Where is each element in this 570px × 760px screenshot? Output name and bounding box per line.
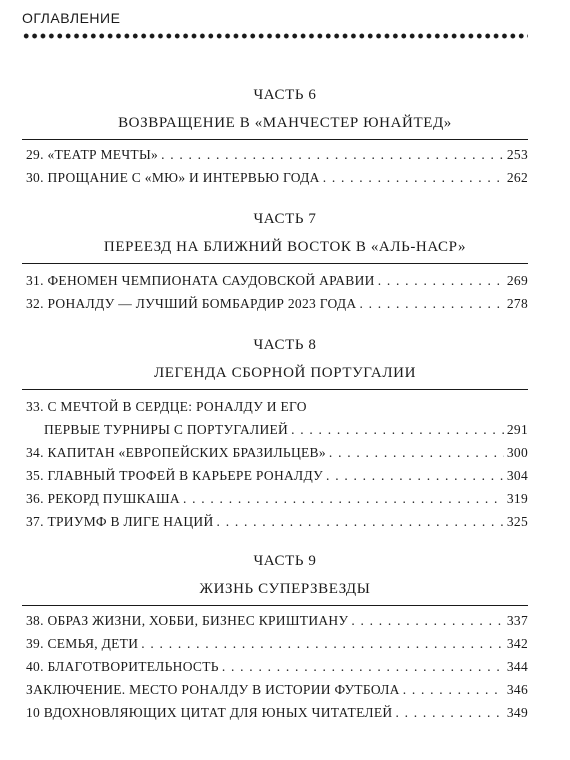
toc-entry[interactable]: [26, 166, 528, 189]
toc-entry[interactable]: [26, 678, 528, 701]
dot-leader: [141, 632, 504, 655]
dot-leader: [403, 678, 504, 701]
entry-page: 300: [506, 445, 528, 460]
entry-page: 319: [506, 491, 528, 506]
entry-title: 40. БЛАГОТВОРИТЕЛЬНОСТЬ: [26, 659, 219, 674]
entry-title: 38. ОБРАЗ ЖИЗНИ, ХОББИ, БИЗНЕС КРИШТИАНУ: [26, 613, 349, 628]
entry-title: 31. ФЕНОМЕН ЧЕМПИОНАТА САУДОВСКОЙ АРАВИИ: [26, 273, 375, 288]
entry-title: 29. «ТЕАТР МЕЧТЫ»: [26, 147, 159, 162]
toc-list-part-7: [26, 269, 528, 315]
entry-title: 30. ПРОЩАНИЕ С «МЮ» И ИНТЕРВЬЮ ГОДА: [26, 170, 320, 185]
toc-entry[interactable]: [26, 441, 528, 464]
entry-page: 253: [506, 147, 528, 162]
dot-leader: [183, 487, 504, 510]
section-rule: [22, 389, 528, 390]
entry-page: 291: [506, 422, 528, 437]
entry-title: ПЕРВЫЕ ТУРНИРЫ С ПОРТУГАЛИЕЙ: [44, 422, 289, 437]
toc-entry[interactable]: [26, 487, 528, 510]
entry-title-first-line[interactable]: 33. С МЕЧТОЙ В СЕРДЦЕ: РОНАЛДУ И ЕГО: [26, 399, 307, 414]
dot-leader: [395, 701, 503, 724]
entry-title: 39. СЕМЬЯ, ДЕТИ: [26, 636, 139, 651]
toc-list-part-9: [26, 609, 528, 724]
dot-leader: [326, 464, 504, 487]
dot-leader: [378, 269, 504, 292]
running-header: ОГЛАВЛЕНИЕ: [22, 10, 121, 26]
toc-list-part-8: [26, 395, 528, 533]
toc-entry[interactable]: [26, 269, 528, 292]
part-label: ЧАСТЬ 7: [253, 211, 317, 227]
dot-leader: [161, 143, 504, 166]
toc-entry[interactable]: [26, 143, 528, 166]
dot-leader: [217, 510, 504, 533]
entry-title: ЗАКЛЮЧЕНИЕ. МЕСТО РОНАЛДУ В ИСТОРИИ ФУТБОЛА: [26, 682, 400, 697]
part-label: ЧАСТЬ 8: [253, 337, 317, 353]
dot-leader: [222, 655, 504, 678]
section-rule: [22, 605, 528, 606]
part-7-heading: [0, 210, 570, 256]
entry-page: 278: [506, 296, 528, 311]
toc-entry[interactable]: [26, 292, 528, 315]
entry-page: 337: [506, 613, 528, 628]
entry-page: 304: [506, 468, 528, 483]
part-6-heading: [0, 86, 570, 132]
dot-leader: [351, 609, 504, 632]
part-title: ЖИЗНЬ СУПЕРЗВЕЗДЫ: [199, 581, 371, 597]
toc-entry[interactable]: [26, 701, 528, 724]
entry-title: 10 ВДОХНОВЛЯЮЩИХ ЦИТАТ ДЛЯ ЮНЫХ ЧИТАТЕЛЕЙ: [26, 705, 393, 720]
dot-leader: [359, 292, 503, 315]
entry-page: 325: [506, 514, 528, 529]
entry-title: 35. ГЛАВНЫЙ ТРОФЕЙ В КАРЬЕРЕ РОНАЛДУ: [26, 468, 324, 483]
toc-entry[interactable]: [26, 655, 528, 678]
entry-title: 36. РЕКОРД ПУШКАША: [26, 491, 180, 506]
part-title: ЛЕГЕНДА СБОРНОЙ ПОРТУГАЛИИ: [153, 365, 417, 381]
entry-page: 344: [506, 659, 528, 674]
toc-list-part-6: [26, 143, 528, 189]
part-8-heading: [0, 336, 570, 382]
dot-leader: [329, 441, 504, 464]
part-label: ЧАСТЬ 6: [253, 87, 317, 103]
toc-entry[interactable]: [26, 510, 528, 533]
dot-leader: [323, 166, 504, 189]
entry-page: 342: [506, 636, 528, 651]
entry-title: 32. РОНАЛДУ — ЛУЧШИЙ БОМБАРДИР 2023 ГОДА: [26, 296, 357, 311]
entry-page: 262: [506, 170, 528, 185]
part-title: ПЕРЕЕЗД НА БЛИЖНИЙ ВОСТОК В «АЛЬ-НАСР»: [103, 239, 467, 255]
part-label: ЧАСТЬ 9: [253, 553, 317, 569]
toc-entry[interactable]: [26, 609, 528, 632]
toc-entry[interactable]: [26, 464, 528, 487]
part-9-heading: [0, 552, 570, 598]
dotted-header-rule: [22, 32, 528, 40]
toc-entry[interactable]: [26, 418, 528, 441]
entry-page: 346: [506, 682, 528, 697]
section-rule: [22, 263, 528, 264]
toc-entry[interactable]: [26, 632, 528, 655]
section-rule: [22, 139, 528, 140]
part-title: ВОЗВРАЩЕНИЕ В «МАНЧЕСТЕР ЮНАЙТЕД»: [118, 115, 452, 131]
entry-page: 269: [506, 273, 528, 288]
dot-leader: [291, 418, 504, 441]
entry-title: 34. КАПИТАН «ЕВРОПЕЙСКИХ БРАЗИЛЬЦЕВ»: [26, 445, 326, 460]
entry-page: 349: [506, 705, 528, 720]
entry-title: 37. ТРИУМФ В ЛИГЕ НАЦИЙ: [26, 514, 214, 529]
